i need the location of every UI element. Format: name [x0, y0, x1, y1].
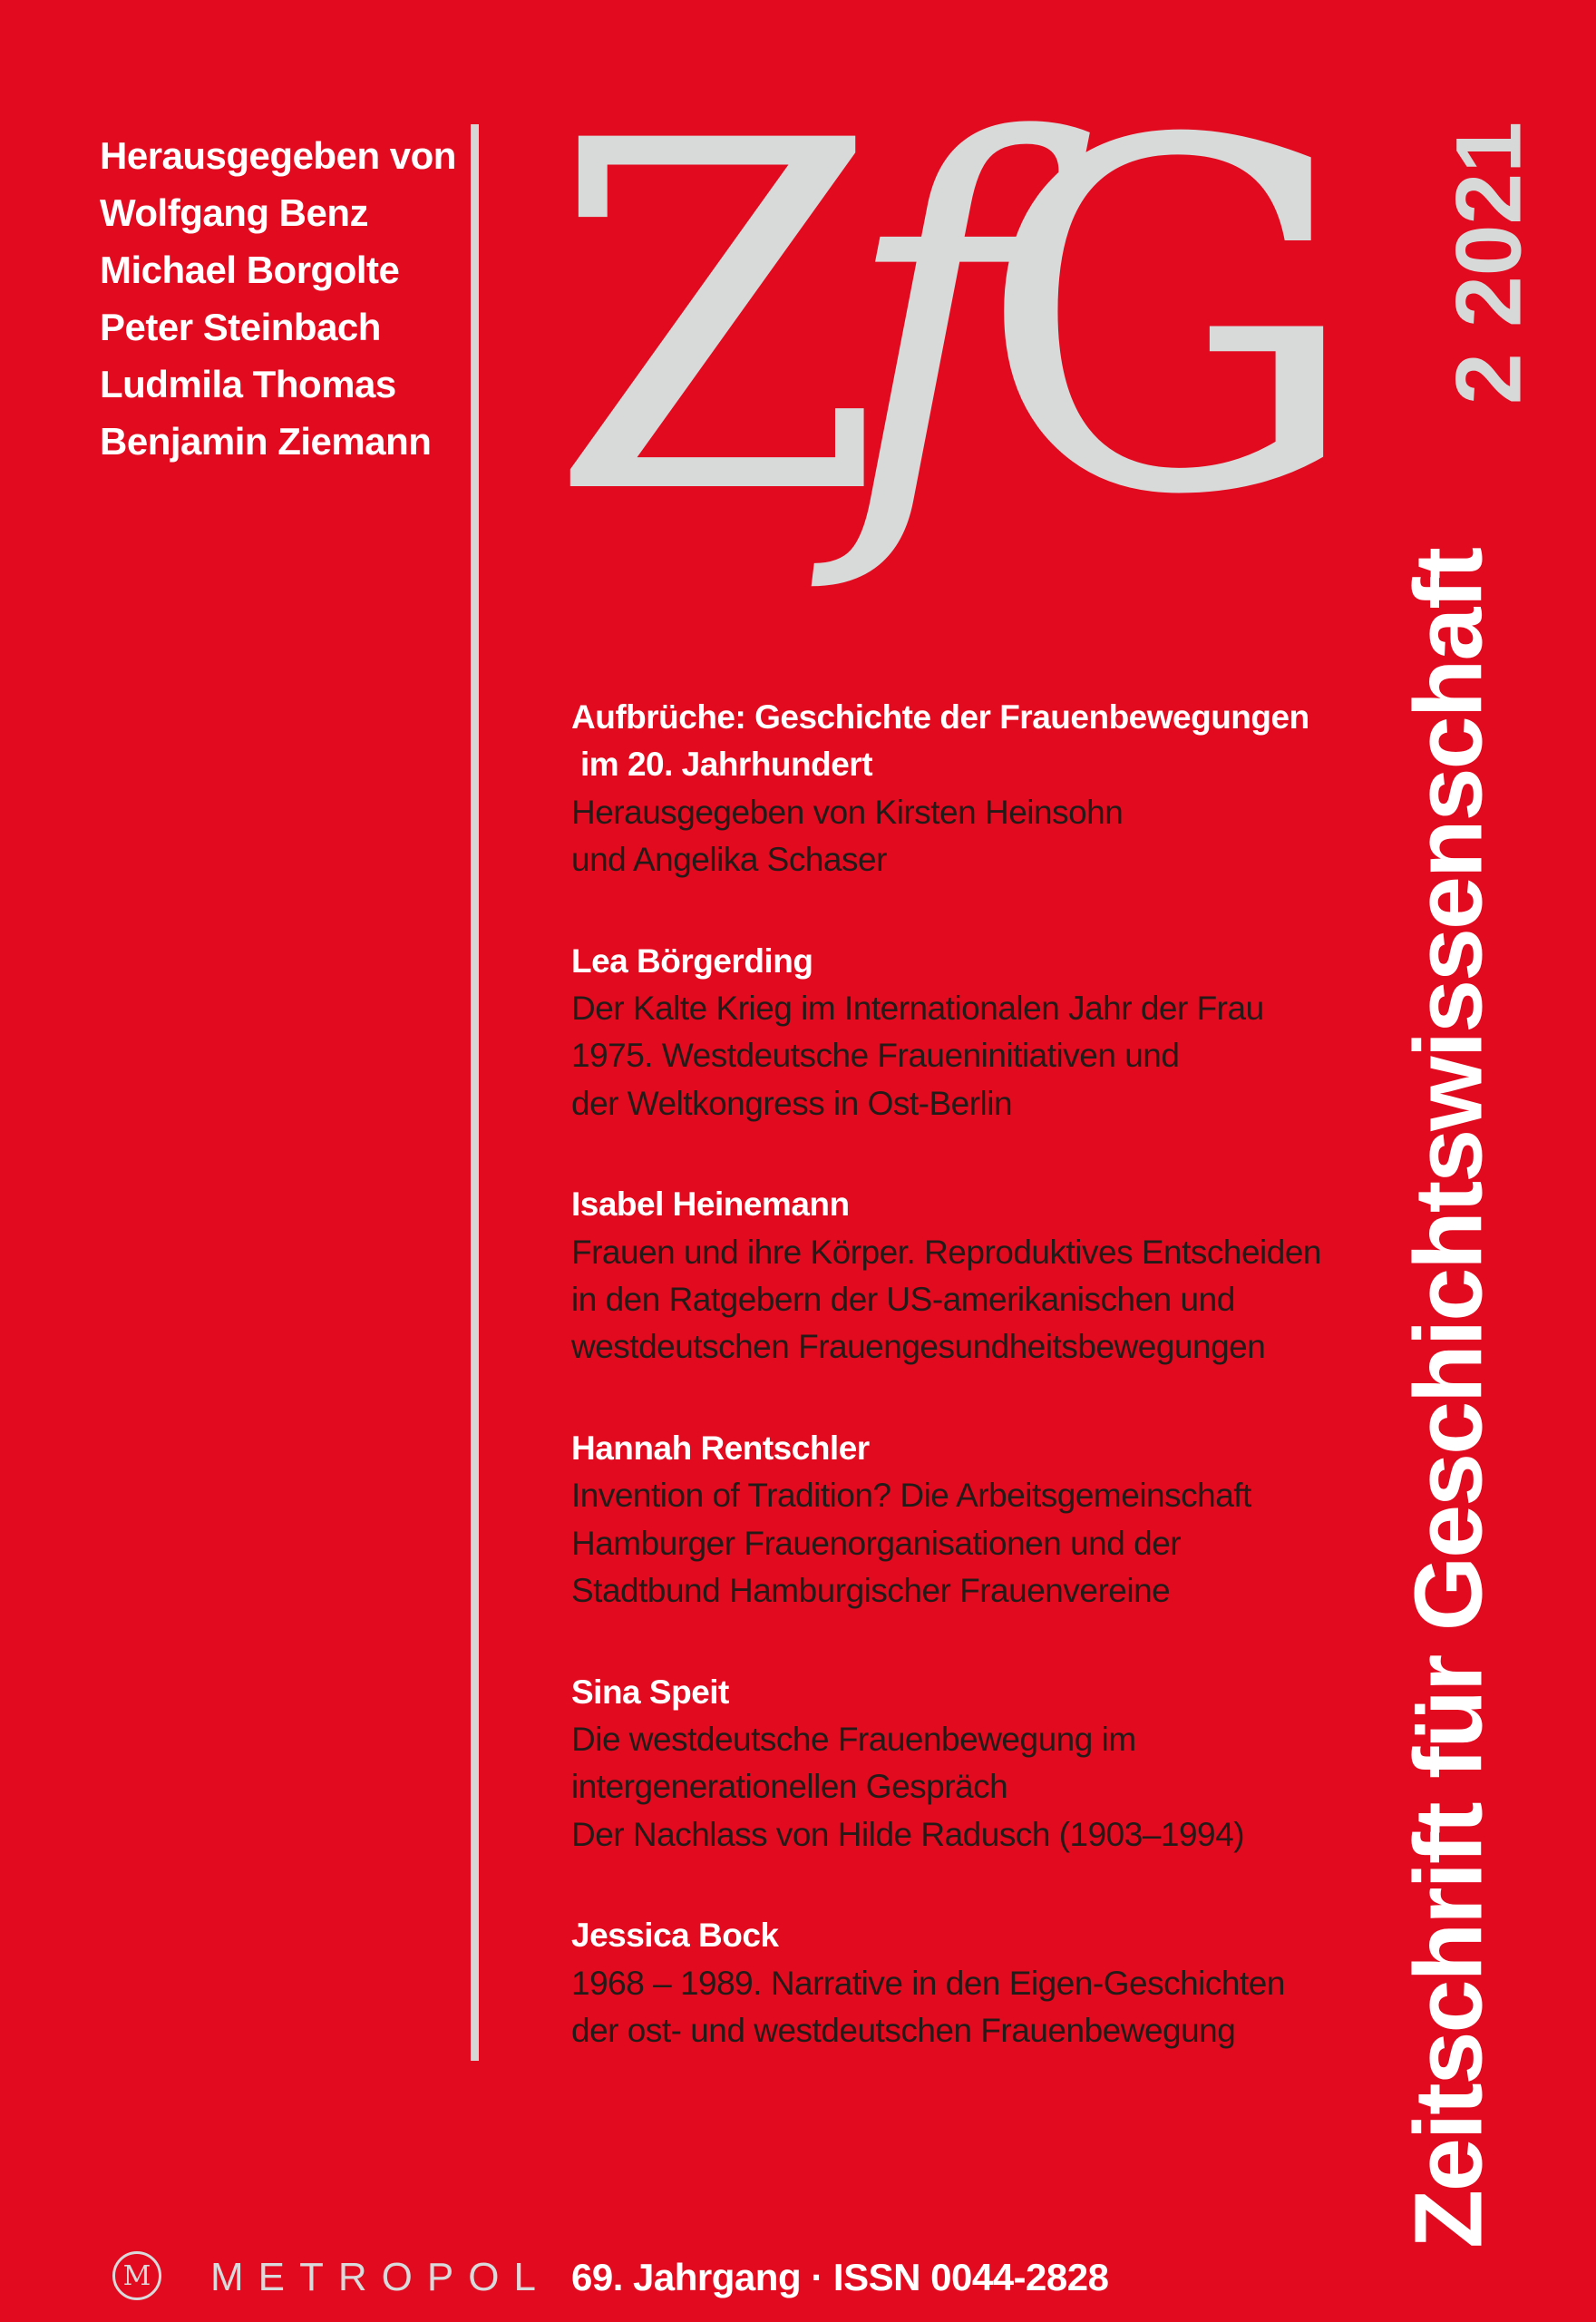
article-title-line: Frauen und ihre Körper. Reproduktives Entscheiden: [571, 1233, 1322, 1271]
section-title-line: im 20. Jahrhundert: [580, 746, 873, 784]
article-title-line: Stadtbund Hamburgischer Frauenvereine: [571, 1572, 1171, 1610]
section-subtitle-line: und Angelika Schaser: [571, 841, 887, 879]
article-title-line: intergenerationellen Gespräch: [571, 1768, 1008, 1806]
metropol-monogram-letter: M: [122, 2259, 151, 2292]
article-title-line: in den Ratgebern der US-amerikanischen und: [571, 1281, 1235, 1319]
article-author: Jessica Bock: [571, 1917, 779, 1955]
toc-article: [571, 938, 1406, 1128]
article-title-line: 1968 – 1989. Narrative in den Eigen-Geschichten: [571, 1964, 1285, 2002]
editor-name: Benjamin Ziemann: [100, 420, 432, 463]
section-title-line: Aufbrüche: Geschichte der Frauenbewegungen: [571, 698, 1309, 736]
article-title-line: Der Kalte Krieg im Internationalen Jahr der Frau: [571, 990, 1264, 1028]
article-title-line: Invention of Tradition? Die Arbeitsgemeinschaft: [571, 1477, 1251, 1515]
article-title-line: westdeutschen Frauengesundheitsbewegungen: [571, 1328, 1266, 1366]
vertical-divider-line: [471, 124, 479, 2061]
article-title-line: 1975. Westdeutsche Fraueninitiativen und: [571, 1037, 1180, 1075]
editors-block: [100, 127, 456, 470]
toc-article: [571, 1912, 1406, 2054]
zfg-logo-g: G: [977, 40, 1345, 600]
toc-article: [571, 1181, 1406, 1371]
metropol-monogram-icon: [112, 2251, 161, 2300]
article-author: Isabel Heinemann: [571, 1185, 850, 1224]
article-title-line: der Weltkongress in Ost-Berlin: [571, 1084, 1013, 1122]
editors-label: Herausgegeben von: [100, 134, 456, 177]
article-author: Sina Speit: [571, 1673, 729, 1711]
editor-name: Wolfgang Benz: [100, 191, 369, 234]
article-author: Lea Börgerding: [571, 941, 813, 980]
zfg-logo: [549, 40, 1345, 600]
toc-article: [571, 1669, 1406, 1859]
editor-name: Peter Steinbach: [100, 306, 381, 348]
article-author: Hannah Rentschler: [571, 1429, 870, 1467]
editor-name: Michael Borgolte: [100, 249, 400, 291]
article-title-line: Die westdeutsche Frauenbewegung im: [571, 1720, 1136, 1758]
journal-title-vertical: Zeitschrift für Geschichtswissenschaft: [1395, 549, 1503, 2249]
zfg-logo-z: Z: [549, 40, 867, 600]
article-title-line: der ost- und westdeutschen Frauenbewegung: [571, 2011, 1236, 2049]
zfg-logo-f: f: [841, 40, 1003, 600]
volume-issn-info: 69. Jahrgang · ISSN 0044-2828: [571, 2256, 1109, 2298]
section-subtitle-line: Herausgegeben von Kirsten Heinsohn: [571, 793, 1124, 831]
article-title-line: Hamburger Frauenorganisationen und der: [571, 1524, 1182, 1562]
editor-name: Ludmila Thomas: [100, 363, 396, 405]
publisher-name: METROPOL: [210, 2255, 550, 2299]
issue-number: 2 2021: [1436, 122, 1541, 405]
toc-article: [571, 1425, 1406, 1615]
toc-section-block: [571, 694, 1406, 884]
table-of-contents: [571, 694, 1406, 2108]
article-title-line: Der Nachlass von Hilde Radusch (1903–1994): [571, 1815, 1245, 1853]
